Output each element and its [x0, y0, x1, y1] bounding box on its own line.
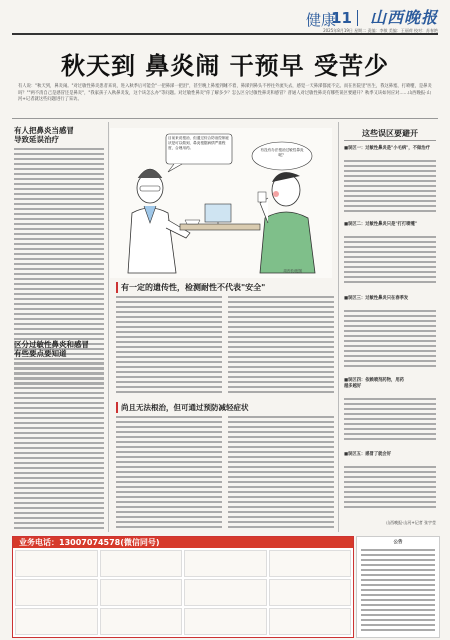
- lead-paragraph: 有人说："秋天到，鼻炎闹。"对过敏性鼻炎患者来说，进入秋季后可能会"一把鼻涕一把泪"，甚至晚上鼻塞到睡不着，鼻涕到鼻头不停往外流失去，感觉一天鼻涕都流不完。而在医院里"医生，我这鼻塞，打喷嚏，是鼻炎吗？""两不清自己是感冒还是鼻炎"，"我家孩子入秋鼻炎发，这个该怎么办"等问题。对过敏性鼻炎"你了解多少？怎么区分过敏性鼻炎和感冒？普通人对过敏性鼻炎有哪些误区要避开？秋季又该如何应对……山西晚报·山河+记者就这些问题进行了采访。: [18, 84, 432, 103]
- myth-2-heading: ■误区二：过敏性鼻炎只是"打打喷嚏": [344, 222, 417, 227]
- myth-4-heading: ■误区四：依赖喷剂药物，用药 越多越好: [344, 378, 404, 389]
- main-headline: 秋天到 鼻炎闹 干预早 受苦少: [60, 51, 390, 80]
- ad-listing: [100, 579, 183, 606]
- left-heading-1: 有人把鼻炎当感冒 导致延误治疗: [14, 126, 74, 144]
- page-header: [12, 5, 438, 33]
- notice-body: [361, 549, 435, 633]
- middle-heading-1: 有一定的遗传性，检测耐性不代表"安全": [116, 282, 265, 293]
- left-body-text-2: [14, 362, 104, 532]
- classified-ad-block: [12, 536, 354, 638]
- dateline: 2025年8月19日 星期二 责编：李敏 美编：王丽荷 校对：苏春艳: [323, 28, 438, 33]
- ad-listing: [269, 550, 352, 577]
- column-divider: [108, 122, 109, 532]
- section-name: 健康: [305, 11, 336, 29]
- ad-listing: [15, 550, 98, 577]
- doctor-speech-text: 目前来说根治，但通过综合防治控制症状是可以做到，鼻炎根据病情严重程度，合理用药。: [168, 136, 230, 150]
- notice-box: [356, 536, 440, 638]
- illustration-credit: 周晋松/配图: [283, 269, 302, 273]
- ad-listing: [100, 608, 183, 635]
- desk: [180, 204, 260, 230]
- byline: 山西晚报·山河+记者 张宇莹: [386, 520, 436, 525]
- ad-listing-grid: [15, 550, 351, 635]
- myth-2-body: [344, 236, 436, 290]
- ad-listing: [184, 579, 267, 606]
- header-rule: [12, 33, 438, 35]
- patient-speech-text: 有没有办法根治过敏性鼻炎呢？: [260, 148, 304, 157]
- mid-body-text-1b: [228, 296, 334, 396]
- myth-4-body: [344, 398, 436, 448]
- patient-figure: [258, 172, 315, 273]
- notice-heading: 公告: [393, 540, 403, 545]
- myth-3-heading: ■误区三：过敏性鼻炎只在春季发: [344, 296, 409, 301]
- masthead-logo: 山西晚报: [369, 8, 438, 27]
- section-rule: [12, 118, 438, 119]
- middle-heading-2: 尚且无法根治，但可通过预防减轻症状: [116, 402, 249, 413]
- ad-listing: [184, 608, 267, 635]
- myth-1-heading: ■误区一：过敏性鼻炎是"小毛病"，不做治疗: [344, 146, 430, 151]
- mid-body-text-1a: [116, 296, 222, 396]
- mid-body-text-2b: [228, 416, 334, 532]
- myth-3-body: [344, 310, 436, 374]
- left-heading-2: 区分过敏性鼻炎和感冒 有些要点要知道: [14, 340, 89, 358]
- ad-listing: [269, 608, 352, 635]
- right-column-title: 这些误区要避开: [362, 129, 418, 138]
- mid-body-text-2a: [116, 416, 222, 532]
- ad-phone-number: 业务电话：13007074578(微信同号): [19, 538, 160, 547]
- doctor-figure: [128, 169, 190, 273]
- ad-listing: [100, 550, 183, 577]
- myth-1-body: [344, 160, 436, 218]
- ad-listing: [15, 608, 98, 635]
- doctor-patient-illustration: [110, 128, 332, 278]
- myth-5-heading: ■误区五：感冒了就会好: [344, 452, 392, 457]
- ad-listing: [269, 579, 352, 606]
- right-column-divider: [338, 122, 339, 532]
- page-number: 11: [331, 9, 352, 27]
- ad-listing: [184, 550, 267, 577]
- ad-listing: [15, 579, 98, 606]
- header-divider: [357, 10, 358, 26]
- right-title-rule: [344, 140, 436, 141]
- myth-5-body: [344, 466, 436, 516]
